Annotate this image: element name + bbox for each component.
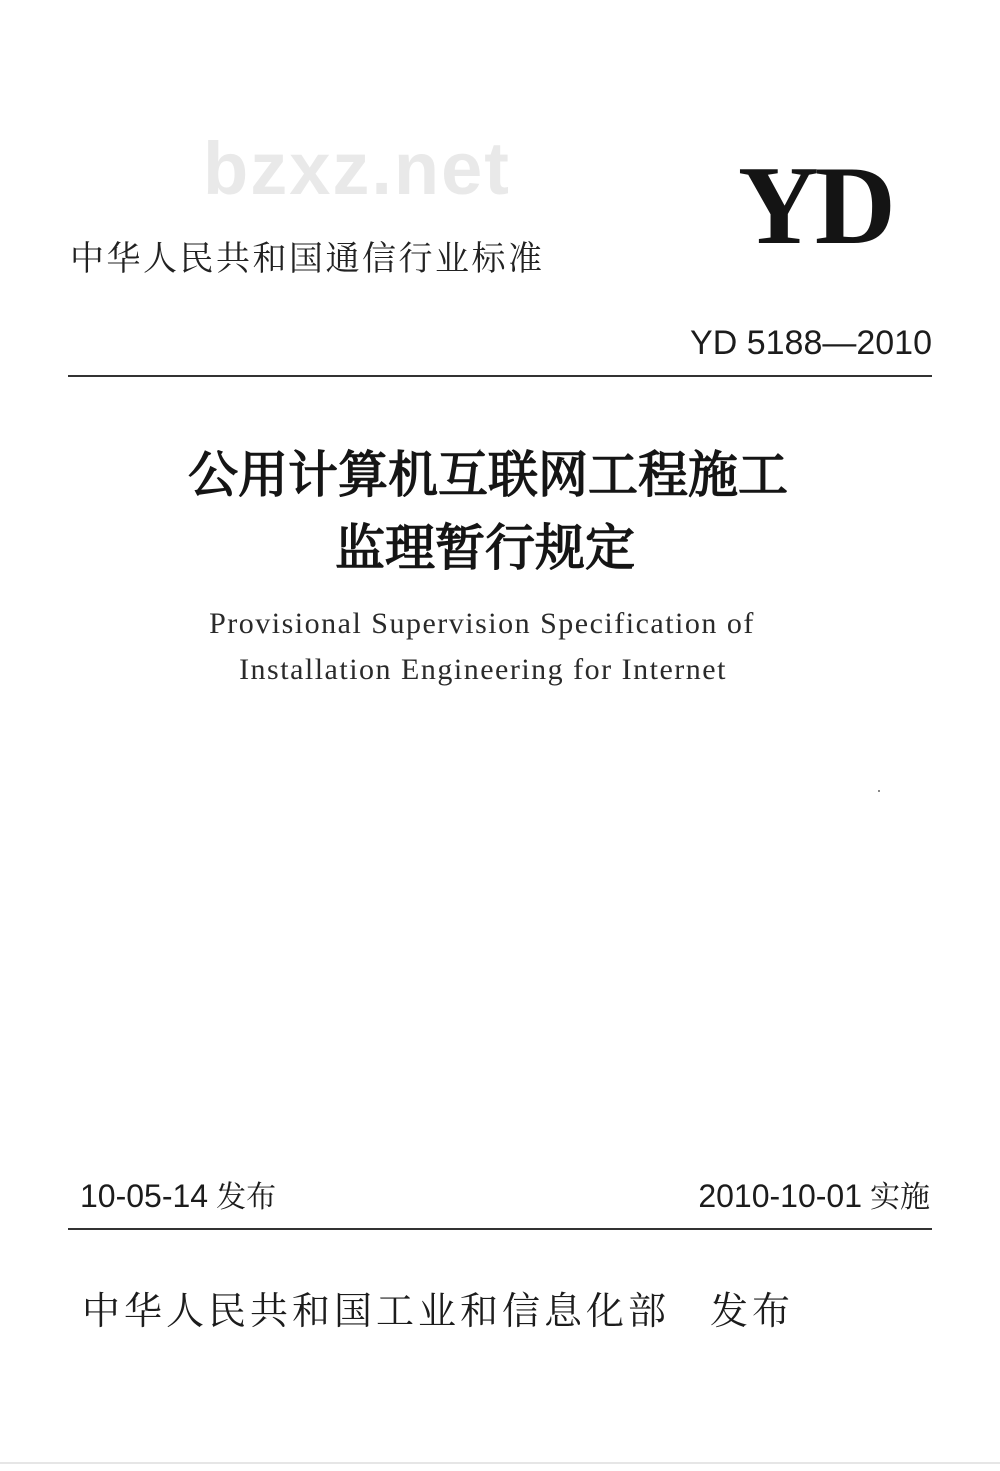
title-en-line-2: Installation Engineering for Internet (239, 653, 727, 686)
scan-speck (878, 790, 880, 792)
implement-date: 2010-10-01 (698, 1178, 862, 1214)
implement-label: 实施 (870, 1180, 930, 1215)
yd-logo: YD (738, 144, 892, 268)
standard-category: 中华人民共和国通信行业标准 (70, 239, 545, 279)
title-en-line-1: Provisional Supervision Specification of (209, 607, 755, 640)
issue-label: 发布 (216, 1180, 277, 1215)
title-cn-line-2: 监理暂行规定 (335, 518, 635, 577)
title-cn-line-1: 公用计算机互联网工程施工 (188, 445, 788, 504)
top-divider (68, 375, 932, 377)
publisher-suffix: 发布 (710, 1289, 795, 1333)
page-edge (0, 1462, 1000, 1464)
implement-info (698, 1180, 930, 1213)
issue-date: 10-05-14 (80, 1178, 209, 1214)
standard-code: YD 5188—2010 (690, 324, 932, 362)
watermark-text: bzxz.net (203, 127, 511, 210)
issue-info (80, 1180, 276, 1213)
publisher-name: 中华人民共和国工业和信息化部 (82, 1289, 671, 1333)
bottom-divider (68, 1228, 932, 1230)
publisher (82, 1289, 795, 1333)
